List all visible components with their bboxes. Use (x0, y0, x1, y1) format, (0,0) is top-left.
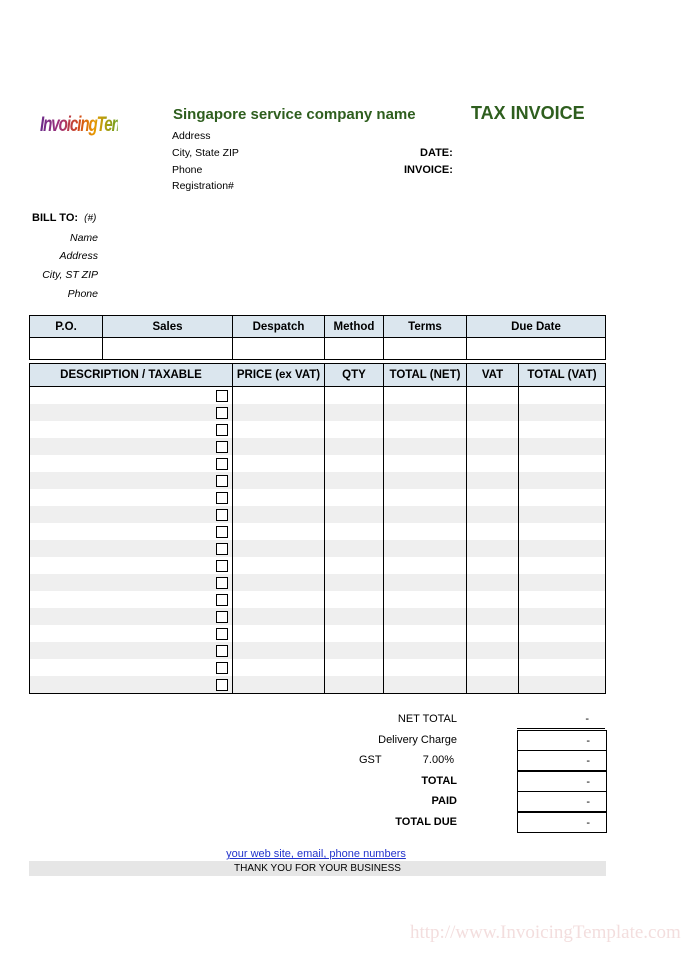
total-net-cell[interactable] (384, 557, 467, 574)
total-label: TOTAL (421, 775, 457, 787)
watermark: http://www.InvoicingTemplate.com (410, 922, 681, 943)
taxable-checkbox[interactable] (216, 543, 228, 555)
qty-cell[interactable] (325, 506, 384, 523)
price-cell[interactable] (233, 404, 325, 421)
vat-cell[interactable] (467, 591, 519, 608)
description-cell[interactable] (30, 625, 233, 642)
qty-cell[interactable] (325, 421, 384, 438)
table-row (30, 404, 606, 421)
col-description: DESCRIPTION / TAXABLE (30, 364, 233, 387)
total-net-cell[interactable] (384, 506, 467, 523)
bill-to-address: Address (59, 250, 98, 262)
total-net-cell[interactable] (384, 455, 467, 472)
gst-value[interactable] (517, 750, 607, 771)
table-row (30, 523, 606, 540)
description-cell[interactable] (30, 540, 233, 557)
description-cell[interactable] (30, 659, 233, 676)
description-cell[interactable] (30, 506, 233, 523)
total-net-cell[interactable] (384, 642, 467, 659)
description-cell[interactable] (30, 387, 233, 405)
vat-cell[interactable] (467, 404, 519, 421)
table-row (30, 608, 606, 625)
total-vat-cell[interactable] (519, 421, 606, 438)
total-net-cell[interactable] (384, 387, 467, 405)
price-cell[interactable] (233, 455, 325, 472)
taxable-checkbox[interactable] (216, 594, 228, 606)
col-method: Method (325, 316, 384, 338)
qty-cell[interactable] (325, 659, 384, 676)
company-address: Address (172, 130, 211, 142)
table-row (30, 659, 606, 676)
taxable-checkbox[interactable] (216, 645, 228, 657)
description-cell[interactable] (30, 523, 233, 540)
total-vat-cell[interactable] (519, 642, 606, 659)
vat-cell[interactable] (467, 438, 519, 455)
vat-cell[interactable] (467, 472, 519, 489)
net-total-text: - (585, 713, 589, 725)
taxable-checkbox[interactable] (216, 628, 228, 640)
col-price: PRICE (ex VAT) (233, 364, 325, 387)
table-row (30, 421, 606, 438)
total-net-cell[interactable] (384, 438, 467, 455)
date-label: DATE: (420, 147, 453, 159)
total-vat-cell[interactable] (519, 540, 606, 557)
total-vat-cell[interactable] (519, 489, 606, 506)
taxable-checkbox[interactable] (216, 509, 228, 521)
company-name: Singapore service company name (173, 106, 416, 123)
despatch-value[interactable] (233, 338, 325, 360)
total-vat-cell[interactable] (519, 404, 606, 421)
total-net-cell[interactable] (384, 608, 467, 625)
gst-rate: 7.00% (422, 754, 454, 766)
total-vat-cell[interactable] (519, 676, 606, 694)
bill-to-heading (32, 212, 96, 224)
col-po: P.O. (30, 316, 103, 338)
total-vat-cell[interactable] (519, 523, 606, 540)
taxable-checkbox[interactable] (216, 475, 228, 487)
total-vat-cell[interactable] (519, 557, 606, 574)
company-phone: Phone (172, 164, 203, 176)
net-total-label: NET TOTAL (397, 713, 457, 725)
gst-label: GST (359, 754, 382, 766)
bill-to-name: Name (69, 232, 98, 244)
qty-cell[interactable] (325, 540, 384, 557)
price-cell[interactable] (233, 489, 325, 506)
total-net-cell[interactable] (384, 659, 467, 676)
taxable-checkbox[interactable] (216, 458, 228, 470)
net-total-value[interactable] (517, 709, 605, 729)
price-cell[interactable] (233, 438, 325, 455)
method-value[interactable] (325, 338, 384, 360)
table-row (30, 557, 606, 574)
description-cell[interactable] (30, 489, 233, 506)
price-cell[interactable] (233, 472, 325, 489)
qty-cell[interactable] (325, 472, 384, 489)
order-info-table (29, 315, 606, 360)
paid-value-text: - (586, 796, 590, 808)
total-net-cell[interactable] (384, 404, 467, 421)
invoice-title: TAX INVOICE (471, 103, 585, 123)
taxable-checkbox[interactable] (216, 492, 228, 504)
total-vat-cell[interactable] (519, 387, 606, 405)
table-row (30, 642, 606, 659)
table-row (30, 676, 606, 694)
vat-cell[interactable] (467, 659, 519, 676)
vat-cell[interactable] (467, 574, 519, 591)
total-vat-cell[interactable] (519, 574, 606, 591)
company-registration: Registration# (172, 180, 234, 192)
line-items-table (29, 363, 606, 694)
total-net-cell[interactable] (384, 421, 467, 438)
total-net-cell[interactable] (384, 472, 467, 489)
total-due-text: - (586, 817, 590, 829)
col-due-date: Due Date (467, 316, 606, 338)
col-vat: VAT (467, 364, 519, 387)
taxable-checkbox[interactable] (216, 679, 228, 691)
total-net-cell[interactable] (384, 540, 467, 557)
vat-cell[interactable] (467, 489, 519, 506)
description-cell[interactable] (30, 421, 233, 438)
company-city: City, State ZIP (172, 147, 239, 159)
qty-cell[interactable] (325, 523, 384, 540)
price-cell[interactable] (233, 574, 325, 591)
qty-cell[interactable] (325, 489, 384, 506)
vat-cell[interactable] (467, 523, 519, 540)
total-vat-cell[interactable] (519, 438, 606, 455)
price-cell[interactable] (233, 557, 325, 574)
price-cell[interactable] (233, 540, 325, 557)
due-date-value[interactable] (467, 338, 606, 360)
description-cell[interactable] (30, 642, 233, 659)
qty-cell[interactable] (325, 404, 384, 421)
terms-value[interactable] (384, 338, 467, 360)
col-qty: QTY (325, 364, 384, 387)
vat-cell[interactable] (467, 642, 519, 659)
table-row (30, 387, 606, 405)
qty-cell[interactable] (325, 438, 384, 455)
taxable-checkbox[interactable] (216, 424, 228, 436)
qty-cell[interactable] (325, 455, 384, 472)
vat-cell[interactable] (467, 506, 519, 523)
col-sales: Sales (103, 316, 233, 338)
table-row (30, 455, 606, 472)
vat-cell[interactable] (467, 421, 519, 438)
gst-value-text: - (586, 755, 590, 767)
qty-cell[interactable] (325, 574, 384, 591)
qty-cell[interactable] (325, 557, 384, 574)
total-value-text: - (586, 776, 590, 788)
total-net-cell[interactable] (384, 625, 467, 642)
qty-cell[interactable] (325, 642, 384, 659)
col-despatch: Despatch (233, 316, 325, 338)
description-cell[interactable] (30, 608, 233, 625)
qty-cell[interactable] (325, 591, 384, 608)
taxable-checkbox[interactable] (216, 560, 228, 572)
total-net-cell[interactable] (384, 523, 467, 540)
vat-cell[interactable] (467, 676, 519, 694)
description-cell[interactable] (30, 455, 233, 472)
taxable-checkbox[interactable] (216, 662, 228, 674)
price-cell[interactable] (233, 591, 325, 608)
delivery-charge-text: - (586, 735, 590, 747)
contact-link[interactable]: your web site, email, phone numbers (226, 848, 406, 860)
table-row (30, 438, 606, 455)
price-cell[interactable] (233, 608, 325, 625)
description-cell[interactable] (30, 404, 233, 421)
col-total-vat: TOTAL (VAT) (519, 364, 606, 387)
bill-to-hash: (#) (84, 213, 97, 224)
invoice-number-label: INVOICE: (404, 164, 453, 176)
sales-value[interactable] (103, 338, 233, 360)
total-vat-cell[interactable] (519, 455, 606, 472)
total-vat-cell[interactable] (519, 591, 606, 608)
taxable-checkbox[interactable] (216, 577, 228, 589)
total-net-cell[interactable] (384, 676, 467, 694)
total-vat-cell[interactable] (519, 506, 606, 523)
table-row (30, 540, 606, 557)
price-cell[interactable] (233, 659, 325, 676)
price-cell[interactable] (233, 625, 325, 642)
price-cell[interactable] (233, 676, 325, 694)
description-cell[interactable] (30, 438, 233, 455)
total-net-cell[interactable] (384, 574, 467, 591)
table-row (30, 506, 606, 523)
qty-cell[interactable] (325, 387, 384, 405)
total-vat-cell[interactable] (519, 608, 606, 625)
vat-cell[interactable] (467, 625, 519, 642)
price-cell[interactable] (233, 523, 325, 540)
total-due-value[interactable] (517, 812, 607, 833)
description-cell[interactable] (30, 472, 233, 489)
table-row (30, 591, 606, 608)
taxable-checkbox[interactable] (216, 441, 228, 453)
po-value[interactable] (30, 338, 103, 360)
total-vat-cell[interactable] (519, 472, 606, 489)
price-cell[interactable] (233, 506, 325, 523)
vat-cell[interactable] (467, 557, 519, 574)
table-row (30, 472, 606, 489)
description-cell[interactable] (30, 676, 233, 694)
total-vat-cell[interactable] (519, 625, 606, 642)
total-due-label: TOTAL DUE (395, 816, 457, 828)
paid-value[interactable] (517, 791, 607, 812)
table-row (30, 574, 606, 591)
total-value[interactable] (517, 771, 607, 792)
total-net-cell[interactable] (384, 489, 467, 506)
vat-cell[interactable] (467, 455, 519, 472)
taxable-checkbox[interactable] (216, 526, 228, 538)
taxable-checkbox[interactable] (216, 611, 228, 623)
total-vat-cell[interactable] (519, 659, 606, 676)
description-cell[interactable] (30, 557, 233, 574)
vat-cell[interactable] (467, 608, 519, 625)
price-cell[interactable] (233, 642, 325, 659)
taxable-checkbox[interactable] (216, 407, 228, 419)
description-cell[interactable] (30, 591, 233, 608)
paid-label: PAID (431, 795, 457, 807)
total-net-cell[interactable] (384, 591, 467, 608)
vat-cell[interactable] (467, 387, 519, 405)
table-row (30, 625, 606, 642)
company-logo: InvoicingTemplate (40, 113, 118, 159)
bill-to-label: BILL TO: (32, 212, 79, 224)
taxable-checkbox[interactable] (216, 390, 228, 402)
delivery-charge-value[interactable] (517, 730, 607, 751)
thank-you-banner: THANK YOU FOR YOUR BUSINESS (29, 861, 606, 876)
vat-cell[interactable] (467, 540, 519, 557)
delivery-charge-label: Delivery Charge (378, 734, 457, 746)
col-terms: Terms (384, 316, 467, 338)
qty-cell[interactable] (325, 625, 384, 642)
bill-to-city: City, ST ZIP (42, 269, 98, 281)
qty-cell[interactable] (325, 676, 384, 694)
col-total-net: TOTAL (NET) (384, 364, 467, 387)
price-cell[interactable] (233, 387, 325, 405)
table-row (30, 489, 606, 506)
qty-cell[interactable] (325, 608, 384, 625)
description-cell[interactable] (30, 574, 233, 591)
bill-to-phone: Phone (67, 288, 98, 300)
price-cell[interactable] (233, 421, 325, 438)
